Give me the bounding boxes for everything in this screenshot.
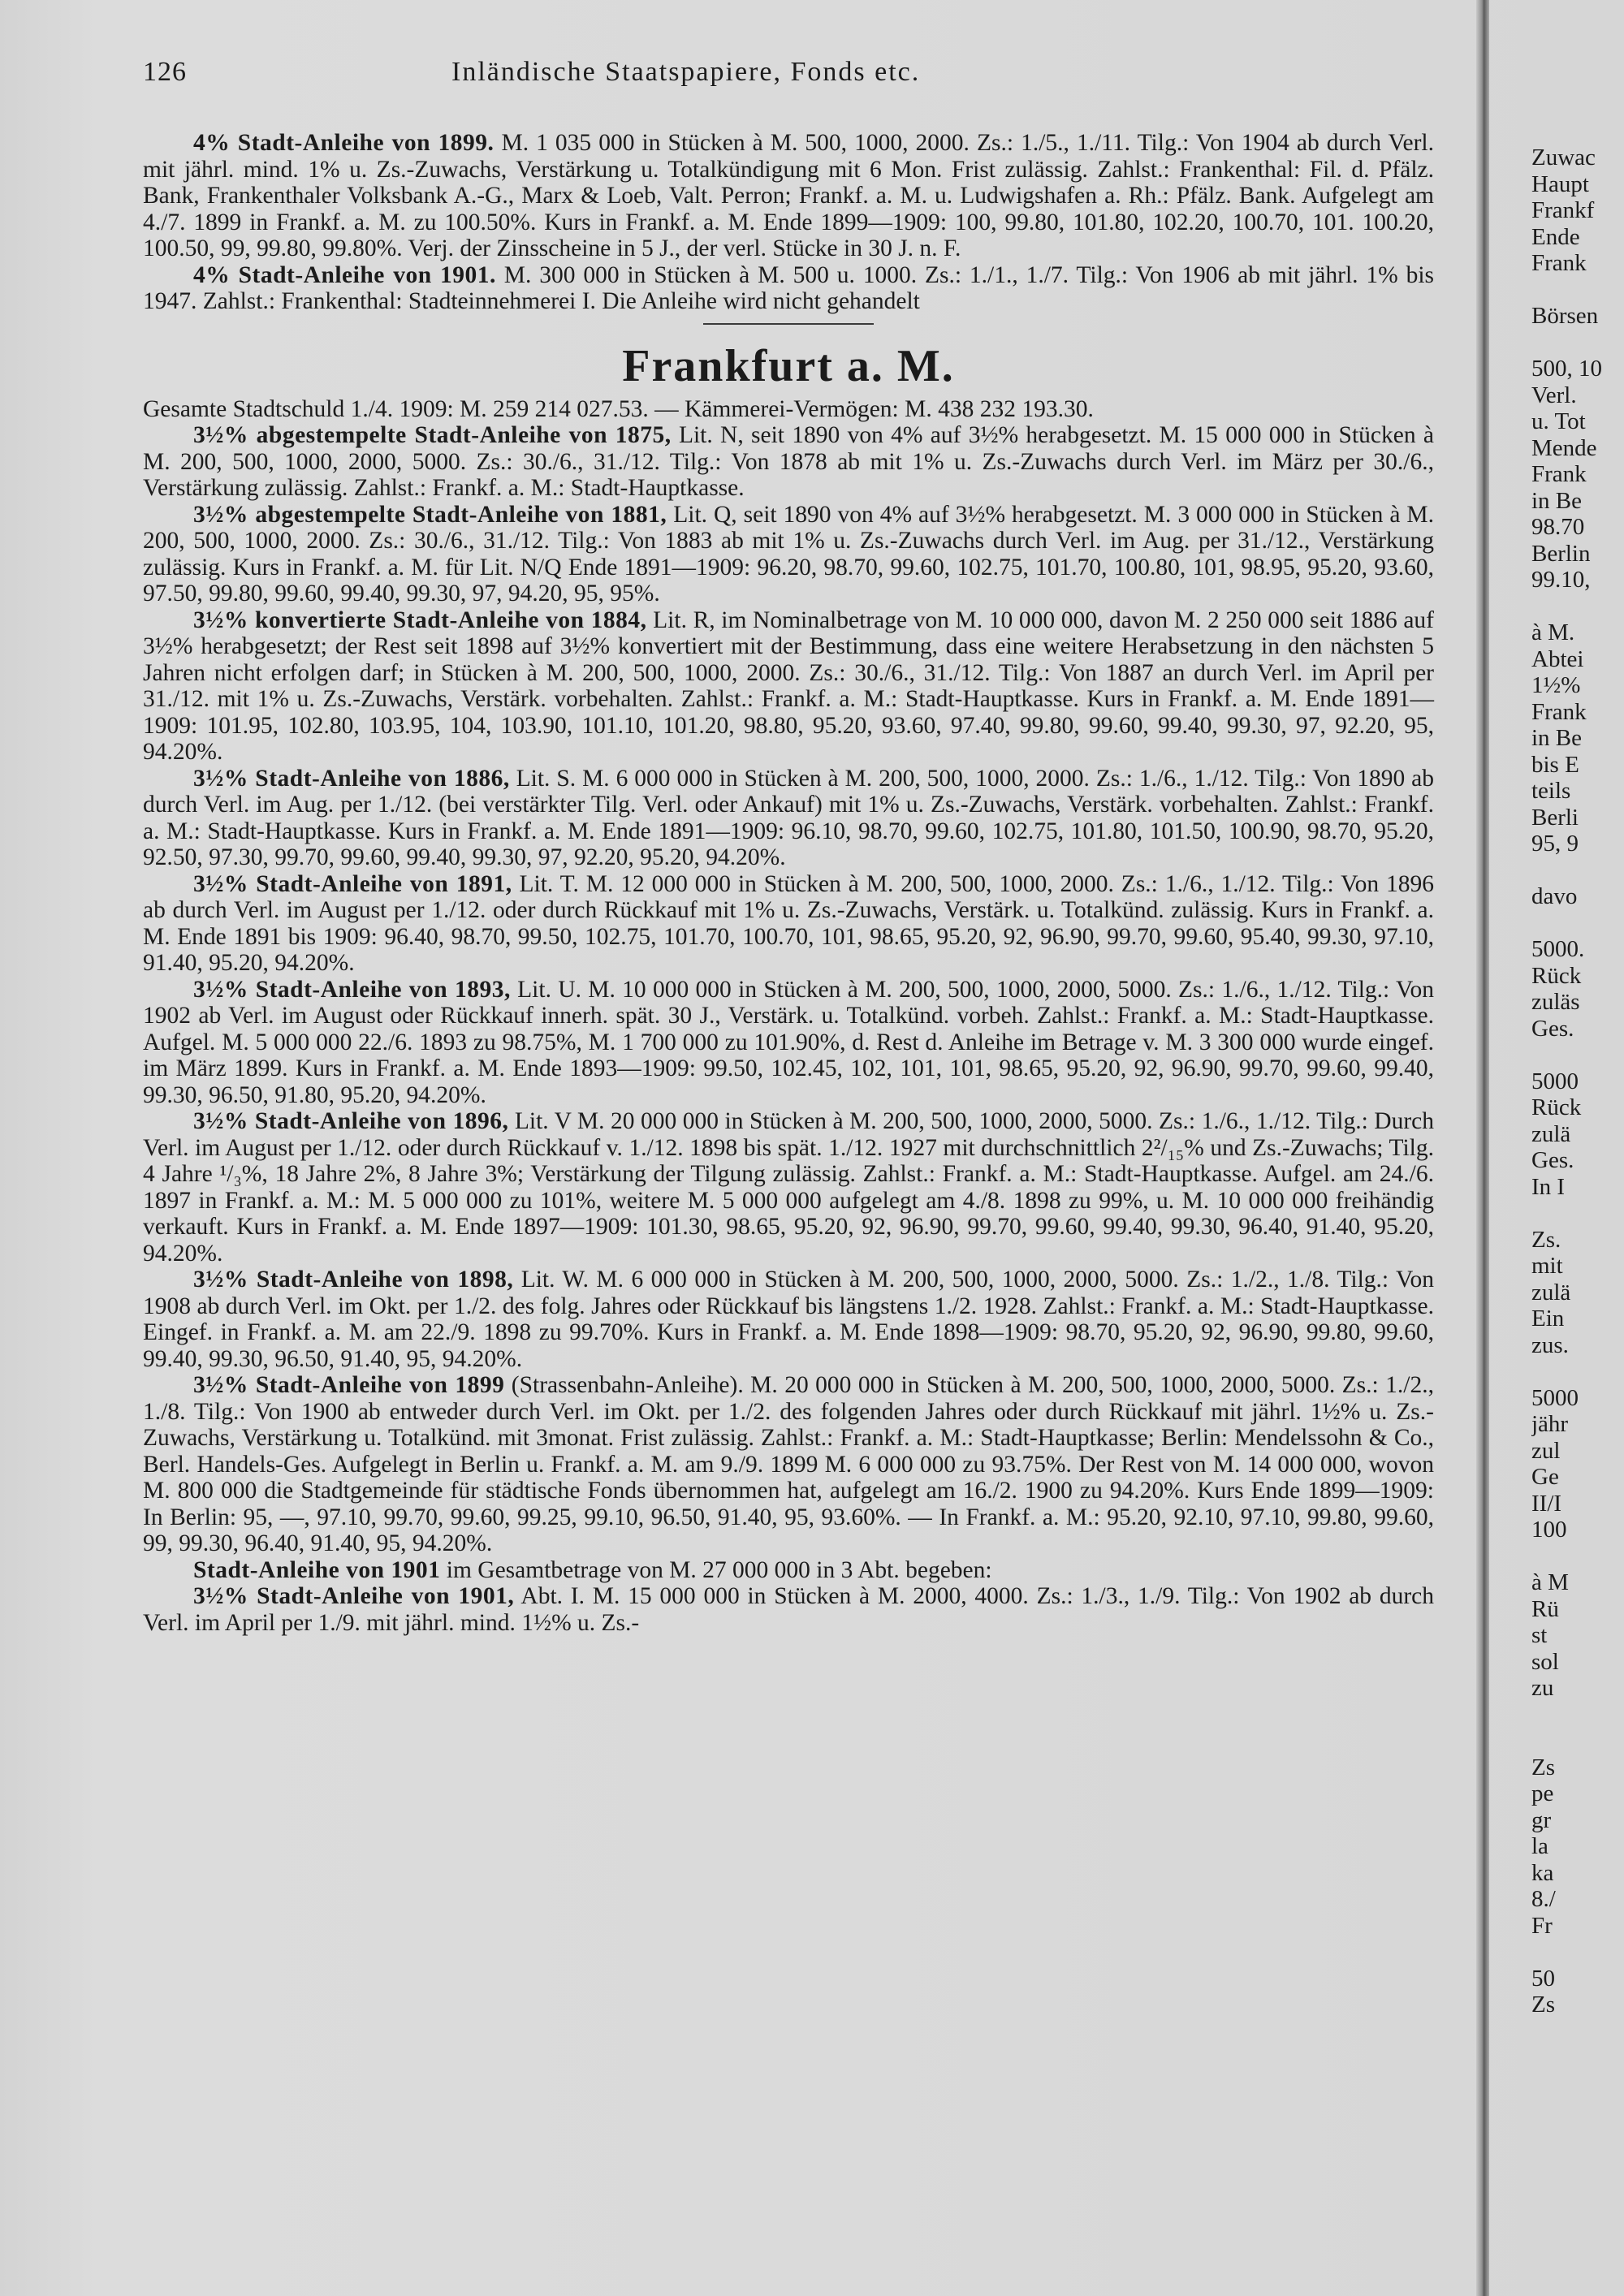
bond-text: im Gesamtbetrage von M. 27 000 000 in 3 Abt. begeben:	[440, 1556, 992, 1583]
facing-page-line: 50	[1531, 1965, 1555, 1992]
city-debt-line: Gesamte Stadtschuld 1./4. 1909: M. 259 214 027.53. — Kämmerei-Vermögen: M. 438 232 193.30.	[143, 395, 1094, 422]
facing-page-line	[1531, 1728, 1624, 1754]
facing-page-fragment	[1531, 145, 1624, 2018]
facing-page-line: à M.	[1531, 619, 1575, 645]
facing-page-line: Ende	[1531, 223, 1580, 250]
bond-text: M. 1 035 000 in Stücken à M. 500, 1000, 2000. Zs.: 1./5., 1./11. Tilg.: Von 1904 ab durch Verl. mit jährl. mind. 1% u. Zs.-Zuwachs, Verstärkung u. Totalkündigung mit 6 Mon. Frist zulässig. Zahlst.: Frankenthal: Fil. d. Pfälz. Bank, Frankenthaler Volksbank A.-G., Marx & Loeb, Valt. Perron; Frankf. a. M. u. Ludwigshafen a. Rh.: Pfälz. Bank. Aufgelegt am 4./7. 1899 in Frankf. a. M. zu 100.50%. Kurs in Frankf. a. M. Ende 1899—1909: 100, 99.80, 101.80, 102.20, 100.70, 101. 100.20, 100.50, 99, 99.80, 99.80%. Verj. der Zinsscheine in 5 J., der verl. Stücke in 30 J. n. F.	[143, 130, 1434, 261]
bond-title: 3½% Stadt-Anleihe von 1886,	[193, 765, 510, 792]
bond-text: Lit. Q, seit 1890 von 4% auf 3½% herabgesetzt. M. 3 000 000 in Stücken à M. 200, 500, 1000, 2000. Zs.: 30./6., 31./12. Tilg.: Von 1883 ab mit 1% u. Zs.-Zuwachs durch Verl. im Aug. per 31./12., Verstärkung zulässig. Kurs in Frankf. a. M. für Lit. N/Q Ende 1891—1909: 96.20, 98.70, 99.60, 102.75, 101.70, 100.80, 101, 98.95, 95.20, 93.60, 97.50, 99.80, 99.60, 99.40, 99.30, 97, 94.20, 95, 95%.	[143, 501, 1434, 606]
facing-page-line: davo	[1531, 883, 1578, 909]
page-header	[143, 57, 1434, 130]
facing-page-line	[1531, 277, 1624, 304]
bond-text: Lit. R, im Nominalbetrage von M. 10 000 000, davon M. 2 250 000 seit 1886 auf 3½% herabgesetzt; der Rest seit 1898 auf 3½% konvertiert mit der Bestimmung, dass eine weitere Herabsetzung in den nächsten 5 Jahren nicht erfolgen darf; in Stücken à M. 200, 500, 1000, 2000. Zs.: 30./6., 31./12. Tilg.: Von 1887 an durch Verl. im April per 31./12. mit 1% u. Zs.-Zuwachs, Verstärk. vorbehalten. Zahlst.: Frankf. a. M.: Stadt-Hauptkasse. Kurs in Frankf. a. M. Ende 1891—1909: 101.95, 102.80, 103.95, 104, 103.90, 101.10, 101.20, 98.80, 95.20, 93.60, 97.40, 99.80, 99.60, 99.40, 99.30, 97, 92.20, 95, 94.20%.	[143, 606, 1435, 765]
main-column	[143, 57, 1434, 1636]
facing-page-line: Ge	[1531, 1464, 1559, 1490]
facing-page-line: gr	[1531, 1806, 1552, 1833]
facing-page-line: Börsen	[1531, 303, 1599, 329]
bond-title: 3½% Stadt-Anleihe von 1891,	[193, 870, 512, 897]
facing-page-line	[1531, 1200, 1624, 1227]
facing-page-line: Ein	[1531, 1306, 1565, 1331]
facing-page-line	[1531, 1939, 1624, 1966]
facing-page-line: Abtei	[1531, 645, 1584, 672]
bond-entry	[143, 871, 1434, 977]
facing-page-line	[1531, 857, 1624, 884]
bond-title: 3½% Stadt-Anleihe von 1896,	[193, 1108, 509, 1134]
bond-entry	[143, 1557, 1434, 1584]
bond-title: 3½% Stadt-Anleihe von 1898,	[193, 1267, 514, 1293]
facing-page-line: 95, 9	[1531, 831, 1579, 857]
facing-page-line	[1531, 1702, 1624, 1728]
facing-page-line: zulä	[1531, 1120, 1571, 1147]
bond-title: 3½% Stadt-Anleihe von 1899	[193, 1372, 505, 1398]
bond-title: 4% Stadt-Anleihe von 1901.	[193, 261, 496, 288]
facing-page-line: in Be	[1531, 487, 1583, 514]
facing-page-line	[1531, 330, 1624, 356]
facing-page-line: 98.70	[1531, 514, 1585, 540]
facing-page-line	[1531, 1358, 1624, 1385]
facing-page-line: Mende	[1531, 434, 1597, 461]
facing-page-line: Zs.	[1531, 1226, 1561, 1253]
facing-page-line: Rü	[1531, 1595, 1559, 1622]
facing-page-line: Ges.	[1531, 1147, 1574, 1173]
bond-text: Abt. I. M. 15 000 000 in Stücken à M. 2000, 4000. Zs.: 1./3., 1./9. Tilg.: Von 1902 ab durch Verl. im April per 1./9. mit jährl. mind. 1½% u. Zs.-	[143, 1583, 1435, 1636]
facing-page-line: Berli	[1531, 804, 1579, 831]
city-heading: Frankfurt a. M.	[622, 340, 955, 391]
facing-page-line: u. Tot	[1531, 408, 1586, 434]
facing-page-line: mit	[1531, 1253, 1563, 1279]
bond-title: 4% Stadt-Anleihe von 1899.	[193, 130, 495, 156]
facing-page-line: In I	[1531, 1173, 1566, 1200]
facing-page-line: zu	[1531, 1675, 1554, 1701]
bond-title: 3½% konvertierte Stadt-Anleihe von 1884,	[193, 606, 647, 633]
facing-page-line: à M	[1531, 1569, 1569, 1595]
bond-entry	[143, 977, 1434, 1109]
facing-page-line: Zs	[1531, 1992, 1555, 2018]
facing-page-line: st	[1531, 1622, 1548, 1648]
facing-page-line: in Be	[1531, 725, 1583, 751]
facing-page-line: Fr	[1531, 1912, 1553, 1939]
facing-page-line: Rück	[1531, 1094, 1582, 1120]
bond-entry	[143, 1583, 1434, 1636]
facing-page-line: zuläs	[1531, 989, 1580, 1015]
facing-page-line: sol	[1531, 1648, 1559, 1675]
bond-text: (Strassenbahn-Anleihe). M. 20 000 000 in Stücken à M. 200, 500, 1000, 2000, 5000. Zs.: 1./2., 1./8. Tilg.: Von 1900 ab entweder durch Verl. im Okt. per 1./2. des folgenden Jahres oder durch Rückkauf mit jährl. 1½% u. Zs.-Zuwachs, Verstärkung u. Totalkünd. mit 3monat. Frist zulässig. Zahlst.: Frankf. a. M.: Stadt-Hauptkasse; Berlin: Mendelssohn & Co., Berl. Handels-Ges. Aufgelegt in Berlin u. Frankf. a. M. am 9./9. 1899 M. 6 000 000 zu 93.75%. Der Rest von M. 14 000 000, wovon M. 800 000 die Stadtgemeinde für städtische Fonds übernommen hat, aufgelegt am 16./2. 1900 zu 94.20%. Kurs Ende 1899—1909: In Berlin: 95, —, 97.10, 99.70, 99.60, 99.25, 99.10, 96.50, 91.40, 95, 93.60%. — In Frankf. a. M.: 95.20, 92.10, 97.10, 99.80, 99.60, 99, 99.30, 96.40, 91.40, 95, 94.20%.	[143, 1372, 1434, 1556]
bond-entry	[143, 1108, 1434, 1267]
facing-page-line: pe	[1531, 1780, 1554, 1806]
bond-text: Lit. U. M. 10 000 000 in Stücken à M. 200, 500, 1000, 2000, 5000. Zs.: 1./6., 1./12. Tilg.: Von 1902 ab Verl. im August oder Rückkauf innerh. spät. 30 J., Verstärk. u. Totalkünd. vorbeh. Zahlst.: Frankf. a. M.: Stadt-Hauptkasse. Aufgel. M. 5 000 000 22./6. 1893 zu 98.75%, M. 1 700 000 zu 101.90%, d. Rest d. Anleihe im Betrage v. M. 3 300 000 wurde eingef. im März 1899. Kurs in Frankf. a. M. Ende 1893—1909: 99.50, 102.45, 102, 101, 101, 98.65, 95.20, 92, 96.90, 99.70, 99.60, 99.40, 99.30, 96.50, 91.80, 95.20, 94.20%.	[143, 976, 1434, 1108]
facing-page-line: 5000.	[1531, 936, 1585, 962]
facing-page-line: Zuwac	[1531, 145, 1596, 170]
bond-title: Stadt-Anleihe von 1901	[193, 1556, 441, 1583]
bond-entry	[143, 607, 1434, 766]
facing-page-line	[1531, 593, 1624, 620]
facing-page-line: ka	[1531, 1859, 1554, 1886]
facing-page-line: jähr	[1531, 1411, 1569, 1437]
facing-page-line: 100	[1531, 1517, 1567, 1543]
bond-entry	[143, 502, 1434, 607]
bond-text: Lit. S. M. 6 000 000 in Stücken à M. 200, 500, 1000, 2000. Zs.: 1./6., 1./12. Tilg.: Von 1890 ab durch Verl. im Aug. per 1./12. (bei verstärkter Tilg. Verl. oder Ankauf) mit 1% u. Zs.-Zuwachs, Verstärk. vorbehalten. Zahlst.: Frankf. a. M.: Stadt-Hauptkasse. Kurs in Frankf. a. M. Ende 1891—1909: 96.10, 98.70, 99.60, 102.75, 101.80, 101.50, 100.90, 98.70, 95.20, 92.50, 97.30, 99.70, 99.60, 99.40, 99.30, 97, 92.20, 95.20, 94.20%.	[143, 765, 1435, 870]
facing-page-line: 500, 10	[1531, 356, 1602, 382]
facing-page-line: Rück	[1531, 962, 1582, 989]
bond-text: Lit. T. M. 12 000 000 in Stücken à M. 200, 500, 1000, 2000. Zs.: 1./6., 1./12. Tilg.: Von 1896 ab durch Verl. im August per 1./12. oder durch Rückkauf mit 1% u. Zs.-Zuwachs, Verstärk. u. Totalkünd. zulässig. Kurs in Frankf. a. M. Ende 1891 bis 1909: 96.40, 98.70, 99.50, 102.75, 101.70, 100.70, 101, 98.65, 95.20, 92, 96.90, 99.70, 99.60, 95.40, 99.30, 97.10, 91.40, 95.20, 94.20%.	[143, 870, 1435, 976]
bond-entry	[143, 262, 1434, 315]
facing-page-line: 5000	[1531, 1068, 1579, 1094]
facing-page-line: zul	[1531, 1437, 1561, 1464]
bond-entry	[143, 766, 1434, 871]
page-number: 126	[143, 57, 187, 87]
bond-title: 3½% Stadt-Anleihe von 1893,	[193, 976, 511, 1003]
facing-page-line	[1531, 910, 1624, 937]
bond-text: Lit. N, seit 1890 von 4% auf 3½% herabgesetzt. M. 15 000 000 in Stücken à M. 200, 500, 1000, 2000, 5000. Zs.: 30./6., 31./12. Tilg.: Von 1878 ab mit 1% u. Zs.-Zuwachs durch Verl. im März per 30./6., Verstärkung zulässig. Zahlst.: Frankf. a. M.: Stadt-Hauptkasse.	[143, 422, 1434, 501]
bond-entry	[143, 1372, 1434, 1557]
facing-page-line: 99.10,	[1531, 567, 1591, 593]
facing-page-line	[1531, 1042, 1624, 1068]
facing-page-line: Verl.	[1531, 382, 1577, 408]
facing-page-line: Frank	[1531, 250, 1587, 276]
bond-text: M. 300 000 in Stücken à M. 500 u. 1000. Zs.: 1./1., 1./7. Tilg.: Von 1906 ab mit jährl. 1% bis 1947. Zahlst.: Frankenthal: Stadteinnehmerei I. Die Anleihe wird nicht gehandelt	[143, 261, 1435, 314]
facing-page-line: 5000	[1531, 1384, 1579, 1411]
facing-page-line: teils	[1531, 778, 1571, 804]
running-title: Inländische Staatspapiere, Fonds etc.	[451, 57, 921, 87]
facing-page-line: Haupt	[1531, 170, 1589, 197]
facing-page-line: Berlin	[1531, 540, 1591, 567]
facing-page-line: II/I	[1531, 1490, 1562, 1517]
facing-page-line: Zs	[1531, 1754, 1555, 1780]
facing-page-line: Frank	[1531, 461, 1587, 487]
bond-text: Lit. V M. 20 000 000 in Stücken à M. 200, 500, 1000, 2000, 5000. Zs.: 1./6., 1./12. Tilg.: Durch Verl. im August per 1./12. oder durch Rückkauf v. 1./12. 1898 bis spät. 1./12. 1927 mit durchschnittlich 2²/₁₅% und Zs.-Zuwachs; Tilg. 4 Jahre ¹/₃%, 18 Jahre 2%, 8 Jahre 3%; Verstärkung der Tilgung zulässig. Zahlst.: Frankf. a. M.: Stadt-Hauptkasse. Aufgel. am 24./6. 1897 in Frankf. a. M.: M. 5 000 000 zu 101%, weitere M. 5 000 000 aufgelegt am 4./8. 1898 zu 99%, u. M. 10 000 000 freihändig verkauft. Kurs in Frankf. a. M. Ende 1897—1909: 101.30, 98.65, 95.20, 92, 96.90, 99.70, 99.60, 99.40, 99.30, 96.40, 91.40, 95.20, 94.20%.	[143, 1108, 1434, 1267]
facing-page-line: zulä	[1531, 1279, 1571, 1306]
facing-page-line: la	[1531, 1833, 1548, 1859]
facing-page-line: zus.	[1531, 1331, 1569, 1358]
bond-entry	[143, 422, 1434, 502]
bond-title: 3½% Stadt-Anleihe von 1901,	[193, 1583, 515, 1609]
bond-entry	[143, 1267, 1434, 1372]
facing-page-line: Frankf	[1531, 197, 1595, 223]
bond-text: Lit. W. M. 6 000 000 in Stücken à M. 200, 500, 1000, 2000, 5000. Zs.: 1./2., 1./8. Tilg.: Von 1908 ab durch Verl. im Okt. per 1./2. des folg. Jahres oder Rückkauf bis längstens 1./2. 1928. Zahlst.: Frankf. a. M.: Stadt-Hauptkasse. Eingef. in Frankf. a. M. am 22./9. 1898 zu 99.70%. Kurs in Frankf. a. M. Ende 1898—1909: 98.70, 95.20, 92, 96.90, 99.80, 99.60, 99.40, 99.30, 96.50, 91.40, 95, 94.20%.	[143, 1267, 1435, 1372]
bond-title: 3½% abgestempelte Stadt-Anleihe von 1875,	[193, 422, 672, 448]
facing-page-line: 8./	[1531, 1886, 1556, 1912]
bond-entry	[143, 130, 1434, 262]
bond-title: 3½% abgestempelte Stadt-Anleihe von 1881,	[193, 501, 667, 528]
section-divider	[703, 323, 874, 325]
book-gutter	[1476, 0, 1489, 2296]
facing-page-line: Frank	[1531, 698, 1587, 725]
facing-page-line	[1531, 1543, 1624, 1570]
facing-page-line: 1½%	[1531, 672, 1581, 698]
facing-page-line: Ges.	[1531, 1015, 1574, 1042]
facing-page-line: bis E	[1531, 751, 1579, 778]
